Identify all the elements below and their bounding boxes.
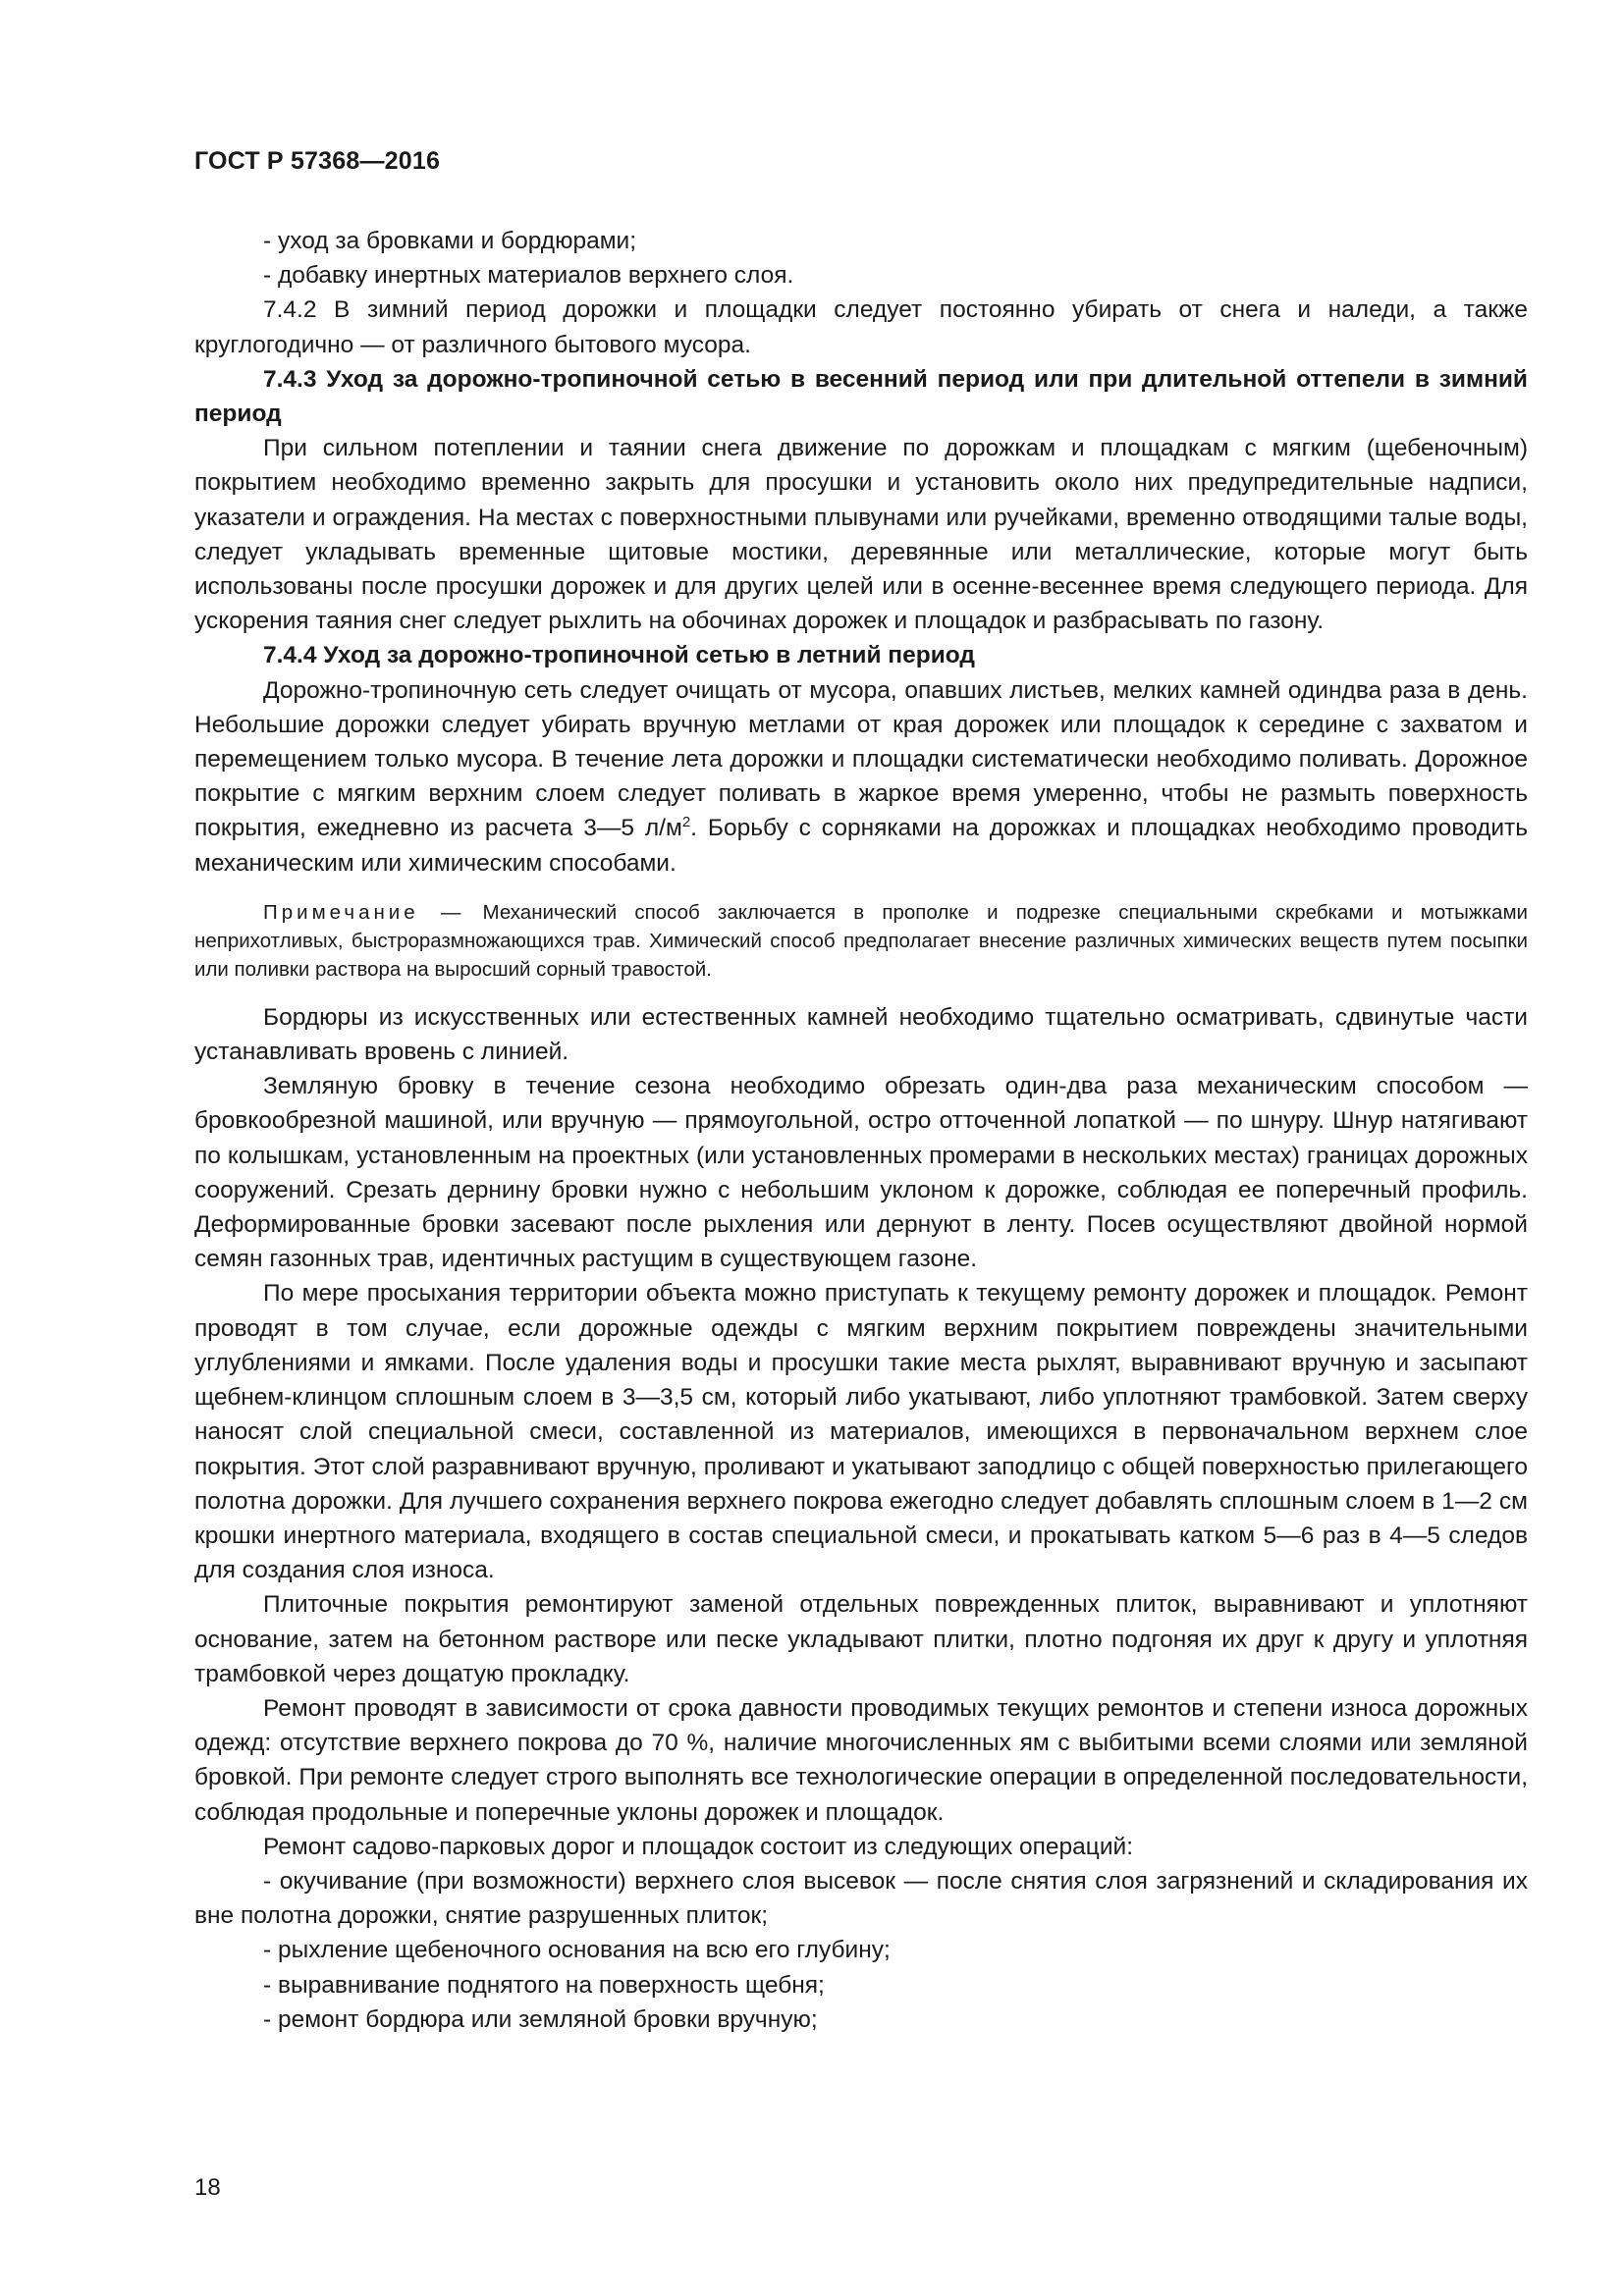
- paragraph: Ремонт проводят в зависимости от срока давности проводимых текущих ремонтов и степени износа дорожных одежд: отсутствие верхнего покрова до 70 %, наличие многочисленных ям с выбитыми всеми слоями или земляной бровкой. При ремонте следует строго выполнять все технологические операции в определенной последовательности, соблюдая продольные и поперечные уклоны дорожек и площадок.: [194, 1694, 1528, 1826]
- paragraph: [194, 673, 1528, 881]
- list-item: - выравнивание поднятого на поверхность щебня;: [263, 1971, 825, 1999]
- note-label: Примечание —: [263, 900, 465, 924]
- superscript: 2: [681, 814, 691, 831]
- section-heading: 7.4.3 Уход за дорожно-тропиночной сетью в весенний период или при длительной оттепели в зимний период: [194, 365, 1528, 428]
- paragraph-text: . Борьбу с сорняками на дорожках и площадках необходимо проводить механическим или химическим способами.: [194, 815, 1529, 877]
- note: [194, 898, 1528, 984]
- list-item: - уход за бровками и бордюрами;: [263, 228, 637, 254]
- paragraph: Бордюры из искусственных или естественных камней необходимо тщательно осматривать, сдвинутые части устанавливать вровень с линией.: [194, 1003, 1528, 1066]
- page-number: 18: [194, 2174, 221, 2201]
- list-item: - окучивание (при возможности) верхнего слоя высевок — после снятия слоя загрязнений и складирования их вне полотна дорожки, снятие разрушенных плиток;: [194, 1867, 1528, 1930]
- section-heading: 7.4.4 Уход за дорожно-тропиночной сетью в летний период: [263, 642, 975, 669]
- note-text: Механический способ заключается в прополке и подрезке специальными скребками и мотыжками неприхотливых, быстроразмножающихся трав. Химический способ предполагает внесение различных химических веществ путем посыпки или поливки раствора на выросший сорный травостой.: [194, 900, 1528, 981]
- document-body: [194, 224, 1528, 2037]
- paragraph: При сильном потеплении и таянии снега движение по дорожкам и площадкам с мягким (щебеночным) покрытием необходимо временно закрыть для просушки и установить около них предупредительные надписи, указатели и ограждения. На местах с поверхностными плывунами или ручейками, временно отводящими талые воды, следует укладывать временные щитовые мостики, деревянные или металлические, которые могут быть использованы после просушки дорожек и для других целей или в осенне-весеннее время следующего периода. Для ускорения таяния снег следует рыхлить на обочинах дорожек и площадок и разбрасывать по газону.: [194, 435, 1528, 635]
- paragraph: По мере просыхания территории объекта можно приступать к текущему ремонту дорожек и площадок. Ремонт проводят в том случае, если дорожные одежды с мягким верхним покрытием повреждены значительными углублениями и ямками. После удаления воды и просушки такие места рыхлят, выравнивают вручную и засыпают щебнем-клинцом сплошным слоем в 3—3,5 см, который либо укатывают, либо уплотняют трамбовкой. Затем сверху наносят слой специальной смеси, составленной из материалов, имеющихся в первоначальном верхнем слое покрытия. Этот слой разравнивают вручную, проливают и укатывают заподлицо с общей поверхностью прилегающего полотна дорожки. Для лучшего сохранения верхнего покрова ежегодно следует добавлять сплошным слоем в 1—2 см крошки инертного материала, входящего в состав специальной смеси, и прокатывать катком 5—6 раз в 4—5 следов для создания слоя износа.: [194, 1280, 1528, 1584]
- paragraph-text: Дорожно-тропиночную сеть следует очищать от мусора, опавших листьев, мелких камней одиндва раза в день. Небольшие дорожки следует убирать вручную метлами от края дорожек или площадок к середине с захватом и перемещением только мусора. В течение лета дорожки и площадки систематически необходимо поливать. Дорожное покрытие с мягким верхним слоем следует поливать в жаркое время умеренно, чтобы не размыть поверхность покрытия, ежедневно из расчета 3—5 л/м: [194, 676, 1528, 842]
- paragraph: Плиточные покрытия ремонтируют заменой отдельных поврежденных плиток, выравнивают и уплотняют основание, затем на бетонном растворе или песке укладывают плитки, плотно подгоняя их друг к другу и уплотняя трамбовкой через дощатую прокладку.: [194, 1591, 1528, 1687]
- paragraph: Земляную бровку в течение сезона необходимо обрезать один-два раза механическим способом — бровкообрезной машиной, или вручную — прямоугольной, остро отточенной лопаткой — по шнуру. Шнур натягивают по колышкам, установленным на проектных (или установленных промерами в нескольких местах) границах дорожных сооружений. Срезать дернину бровки нужно с небольшим уклоном к дорожке, соблюдая ее поперечный профиль. Деформированные бровки засевают после рыхления или дернуют в ленту. Посев осуществляют двойной нормой семян газонных трав, идентичных растущим в существующем газоне.: [194, 1073, 1528, 1273]
- list-item: - ремонт бордюра или земляной бровки вручную;: [263, 2005, 818, 2033]
- list-item: - рыхление щебеночного основания на всю его глубину;: [263, 1937, 891, 1964]
- list-item: - добавку инертных материалов верхнего слоя.: [263, 262, 794, 290]
- paragraph: 7.4.2 В зимний период дорожки и площадки следует постоянно убирать от снега и наледи, а также круглогодично — от различного бытового мусора.: [194, 296, 1528, 358]
- paragraph: Ремонт садово-парковых дорог и площадок состоит из следующих операций:: [263, 1833, 1134, 1860]
- document-header: ГОСТ Р 57368—2016: [194, 147, 441, 175]
